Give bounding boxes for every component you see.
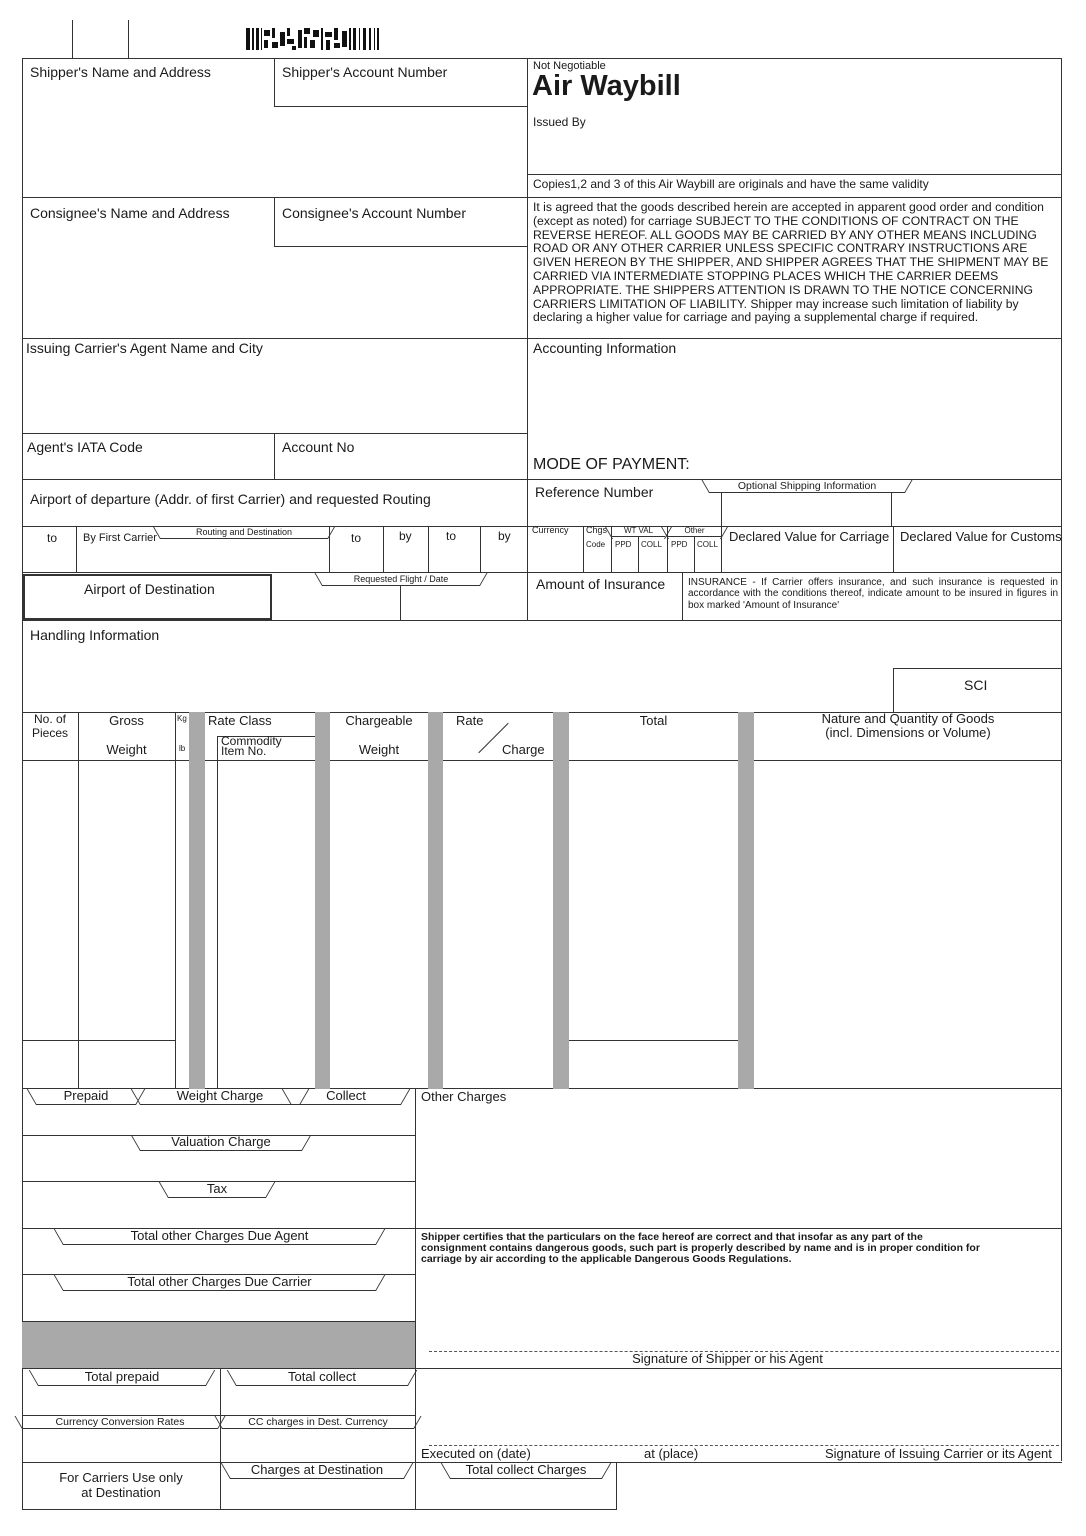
chgs-label: Chgs: [586, 525, 608, 535]
nature-goods-label: Nature and Quantity of Goods: [821, 711, 995, 726]
routing-to-label: to: [47, 531, 58, 545]
charges-destination-tab: Charges at Destination: [230, 1463, 404, 1479]
sci-label: SCI: [964, 677, 988, 693]
declared-customs-label: Declared Value for Customs: [900, 529, 1062, 544]
due-carrier-tab: Total other Charges Due Carrier: [63, 1275, 376, 1291]
at-place-label: at (place): [644, 1446, 699, 1461]
pieces-label: Pieces: [31, 726, 69, 740]
due-agent-tab: Total other Charges Due Agent: [63, 1229, 376, 1245]
kg-label: Kg: [177, 714, 187, 723]
total-label: Total: [639, 713, 668, 728]
top-tick-left: [72, 20, 73, 58]
collect-tab: Collect: [291, 1089, 401, 1105]
signature-shipper-label: Signature of Shipper or his Agent: [632, 1351, 823, 1366]
accounting-info-field[interactable]: [533, 360, 1057, 450]
routing-to-3: to: [446, 529, 457, 543]
carriers-use-label: For Carriers Use only: [59, 1470, 183, 1485]
routing-by-3: by: [498, 529, 511, 543]
rate-class-label: Rate Class: [208, 713, 272, 728]
cc-charges-tab: CC charges in Dest. Currency: [222, 1416, 414, 1429]
chargeable-weight-label: Weight: [358, 742, 400, 757]
consignee-divider: [274, 197, 275, 246]
weight-charge-field[interactable]: [26, 1108, 411, 1132]
agent-name-city-label: Issuing Carrier's Agent Name and City: [26, 340, 263, 356]
declared-carriage-label: Declared Value for Carriage: [729, 529, 890, 544]
gross-weight-label: Weight: [106, 742, 147, 757]
shipper-account-field[interactable]: [278, 84, 523, 104]
item-no-label: Item No.: [221, 744, 267, 758]
lb-label: lb: [179, 744, 186, 753]
routing-by-2: by: [399, 529, 412, 543]
shipper-account-label: Shipper's Account Number: [282, 64, 448, 80]
optional-shipping-tab: Optional Shipping Information: [709, 480, 905, 493]
requested-flight-tab: Requested Flight / Date: [322, 573, 480, 586]
shipper-certification: Shipper certifies that the particulars on the face hereof are correct and that insofar as any part of the consignment contains dangerous goods, such part is properly described by name and is in proper condition for carriage by air according to the applicable Dangerous Goods Regulations.: [421, 1231, 980, 1265]
weight-charge-tab: Weight Charge: [140, 1089, 300, 1105]
total-prepaid-tab: Total prepaid: [38, 1370, 206, 1386]
consignee-name-label: Consignee's Name and Address: [30, 205, 230, 221]
wt-val-tab: WT VAL: [612, 526, 665, 537]
issued-by-label: Issued By: [533, 115, 586, 129]
insurance-note: INSURANCE - If Carrier offers insurance, and such insurance is requested in accordance with the conditions thereof, indicate amount to be insured in figures in box marked 'Amount of Insurance': [688, 577, 1058, 611]
total-collect-charges-tab: Total collect Charges: [450, 1463, 602, 1479]
routing-to-2: to: [351, 531, 362, 545]
accounting-info-label: Accounting Information: [533, 340, 677, 356]
top-tick-right: [128, 20, 129, 58]
executed-on-label: Executed on (date): [421, 1446, 531, 1461]
amount-insurance-label: Amount of Insurance: [536, 576, 666, 592]
other-tab: Other: [668, 526, 721, 537]
agent-iata-label: Agent's IATA Code: [27, 439, 143, 455]
rate-label: Rate: [456, 713, 484, 728]
mode-of-payment-label: MODE OF PAYMENT:: [533, 456, 690, 473]
prepaid-tab: Prepaid: [36, 1089, 136, 1105]
tax-tab: Tax: [168, 1182, 266, 1198]
other-coll: COLL: [697, 540, 718, 549]
departure-airport-label: Airport of departure (Addr. of first Carrier) and requested Routing: [30, 491, 431, 507]
departure-airport-field[interactable]: [26, 508, 521, 522]
code-label: Code: [586, 540, 606, 549]
consignee-account-field[interactable]: [278, 224, 523, 244]
consignee-name-field[interactable]: [28, 226, 268, 331]
reference-number-label: Reference Number: [535, 484, 654, 500]
conversion-rates-tab: Currency Conversion Rates: [22, 1416, 218, 1429]
conditions-of-contract: It is agreed that the goods described herein are accepted in apparent good order and condition (except as noted) for carriage SUBJECT TO THE CONDITIONS OF CONTRACT ON THE REVERSE HEREOF. ALL GOODS MAY BE CARRIED BY ANY OTHER MEANS INCLUDING ROAD OR ANY OTHER CARRIER UNLESS SPECIFIC CONTRARY INSTRUCTIONS ARE GIVEN HEREON BY THE SHIPPER, AND SHIPPER AGREES THAT THE SHIPMENT MAY BE CARRIED VIA INTERMEDIATE STOPPING PLACES WHICH THE CARRIER DEEMS APPROPRIATE. THE SHIPPERS ATTENTION IS DRAWN TO THE NOTICE CONCERNING CARRIERS LIMITATION OF LIABILITY. Shipper may increase such limitation of liability by declaring a higher value for carriage and paying a supplemental charge if required.: [533, 200, 1049, 325]
other-charges-field[interactable]: [420, 1108, 1056, 1223]
airport-destination-label: Airport of Destination: [84, 581, 215, 597]
copies-note: Copies1,2 and 3 of this Air Waybill are originals and have the same validity: [533, 177, 929, 191]
other-charges-label: Other Charges: [421, 1089, 507, 1104]
by-first-carrier-label: By First Carrier: [83, 532, 157, 544]
consignee-account-label: Consignee's Account Number: [282, 205, 466, 221]
grey-band: [22, 1322, 415, 1369]
center-divider: [527, 58, 528, 621]
barcode: [246, 28, 380, 50]
currency-label: Currency: [532, 525, 569, 535]
at-destination-label: at Destination: [81, 1485, 161, 1500]
total-collect-tab: Total collect: [236, 1370, 408, 1386]
no-of-label: No. of: [33, 712, 66, 726]
valuation-charge-tab: Valuation Charge: [140, 1135, 302, 1151]
shipper-name-field[interactable]: [28, 85, 268, 190]
wt-coll: COLL: [641, 540, 662, 549]
signature-carrier-label: Signature of Issuing Carrier or its Agent: [825, 1446, 1052, 1461]
gross-label: Gross: [109, 713, 144, 728]
shipper-divider: [274, 58, 275, 106]
wt-ppd: PPD: [615, 540, 632, 549]
air-waybill-title: Air Waybill: [532, 70, 681, 102]
commodity-label: Commodity: [221, 734, 282, 748]
charge-label: Charge: [502, 742, 545, 757]
routing-destination-tab: Routing and Destination: [160, 526, 328, 539]
agent-name-field[interactable]: [26, 360, 521, 428]
other-ppd: PPD: [671, 540, 688, 549]
handling-info-label: Handling Information: [30, 627, 160, 643]
not-negotiable-label: Not Negotiable: [533, 60, 606, 72]
account-no-label: Account No: [282, 439, 355, 455]
shipper-name-label: Shipper's Name and Address: [30, 64, 211, 80]
handling-info-field[interactable]: [28, 647, 888, 707]
chargeable-label: Chargeable: [345, 713, 413, 728]
goods-entry-area[interactable]: [24, 763, 1060, 1038]
dimensions-label: (incl. Dimensions or Volume): [825, 725, 991, 740]
